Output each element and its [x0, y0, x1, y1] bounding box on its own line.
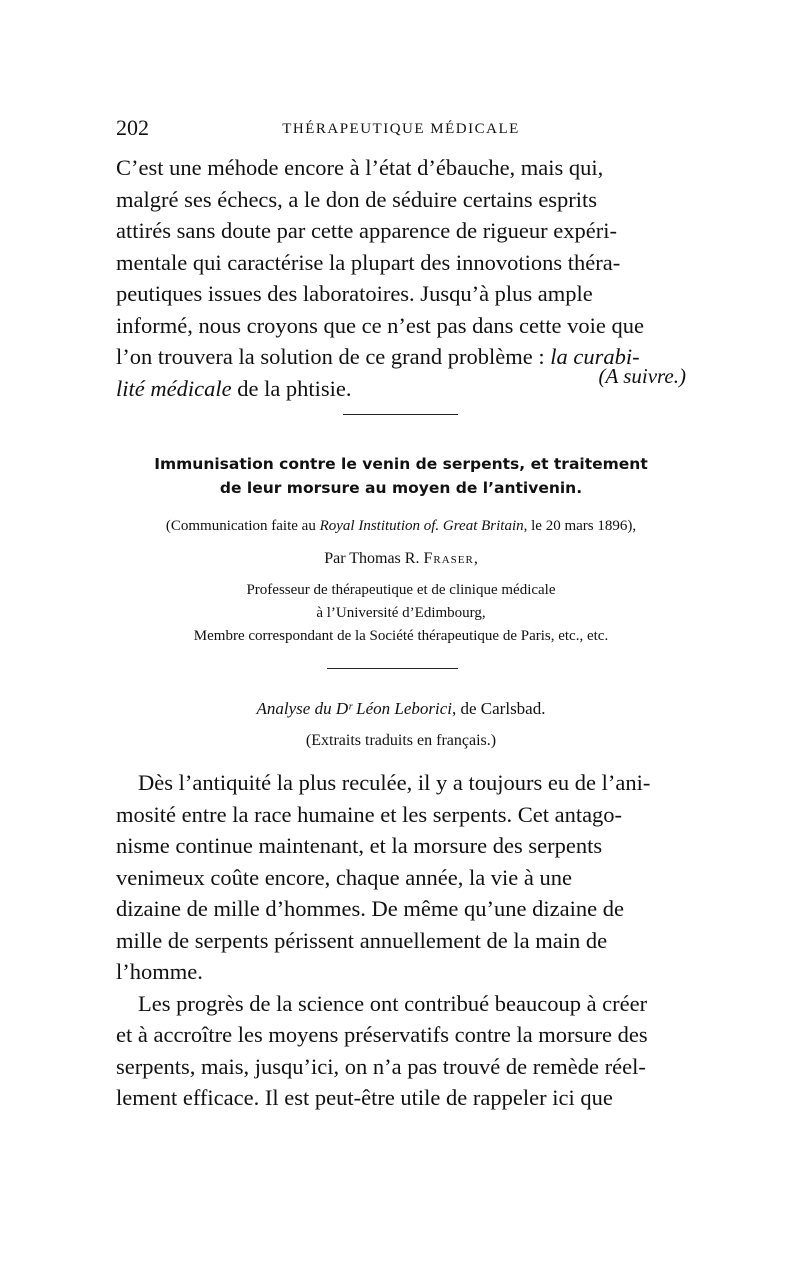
author-affiliation: Membre correspondant de la Société thérapeutique de Paris, etc., etc.	[193, 628, 609, 644]
italic-phrase: lité médicale	[116, 375, 232, 401]
running-head	[116, 115, 686, 145]
text-line: nisme continue maintenant, et la morsure des serpents	[116, 833, 603, 858]
text-line: l’homme.	[116, 959, 203, 984]
text-segment: (Communication faite au	[165, 518, 320, 534]
text-line: attirés sans doute par cette apparence de rigueur expéri-	[116, 218, 617, 243]
article-title-line: Immunisation contre le venin de serpents, et traitement	[154, 455, 648, 473]
author-affiliation: à l’Université d’Edimbourg,	[316, 605, 486, 621]
running-title: THÉRAPEUTIQUE MÉDICALE	[282, 121, 520, 137]
text-line: mentale qui caractérise la plupart des innovotions théra-	[116, 249, 621, 275]
communication-note	[116, 515, 686, 538]
body-paragraphs	[116, 767, 686, 1114]
section-divider	[327, 668, 458, 669]
section-divider	[343, 414, 458, 415]
text-segment: , de Carlsbad.	[452, 699, 546, 718]
text-segment: ,	[473, 550, 478, 567]
author-line	[116, 547, 686, 570]
text-line: mosité entre la race humaine et les serpents. Cet antago-	[116, 801, 623, 827]
text-line: venimeux coûte encore, chaque année, la vie à une	[116, 864, 573, 890]
author-name: Fraser	[423, 550, 474, 567]
text-line: malgré ses échecs, a le don de séduire certains esprits	[116, 186, 598, 212]
article-title	[116, 452, 686, 500]
text-segment: , le 20 mars 1896),	[523, 518, 637, 534]
article-title-line: de leur morsure au moyen de l’antivenin.	[219, 479, 583, 497]
text-line: mille de serpents périssent annuellement de la main de	[116, 927, 608, 953]
analyst-name: Analyse du Dʳ Léon Leboricі	[256, 699, 452, 718]
institution-name: Royal Institution of. Great Britain	[319, 518, 524, 534]
text-line: dizaine de mille d’hommes. De même qu’une dizaine de	[116, 896, 624, 921]
text-line: C’est une méhode encore à l’état d’ébauche, mais qui,	[116, 155, 604, 180]
text-segment: l’on trouvera la solution de ce grand problème :	[116, 344, 545, 369]
text-segment: de la phtisie.	[231, 375, 352, 401]
text-segment: Par Thomas R.	[324, 550, 424, 567]
text-line: serpents, mais, jusqu’ici, on n’a pas trouvé de remède réel-	[116, 1053, 646, 1079]
page-number: 202	[116, 115, 149, 140]
paragraph-antiquity	[116, 767, 686, 988]
text-line: peutiques issues des laboratoires. Jusqu’à plus ample	[116, 281, 593, 306]
text-line: Les progrès de la science ont contribué beaucoup à créer	[138, 990, 648, 1016]
author-affiliation: Professeur de thérapeutique et de clinique médicale	[246, 582, 556, 598]
text-line: et à accroître les moyens préservatifs contre la morsure des	[116, 1022, 648, 1047]
translation-note: (Extraits traduits en français.)	[305, 732, 497, 749]
analysis-credit	[116, 697, 686, 720]
text-line: informé, nous croyons que ce n’est pas dans cette voie que	[116, 312, 644, 338]
italic-phrase: la curabi-	[550, 344, 640, 369]
text-line: Dès l’antiquité la plus reculée, il y a toujours eu de l’ani-	[138, 770, 651, 795]
paragraph-progress	[116, 988, 686, 1114]
a-suivre: (A suivre.)	[598, 364, 686, 388]
text-line: lement efficace. Il est peut-être utile de rappeler ici que	[116, 1085, 613, 1110]
